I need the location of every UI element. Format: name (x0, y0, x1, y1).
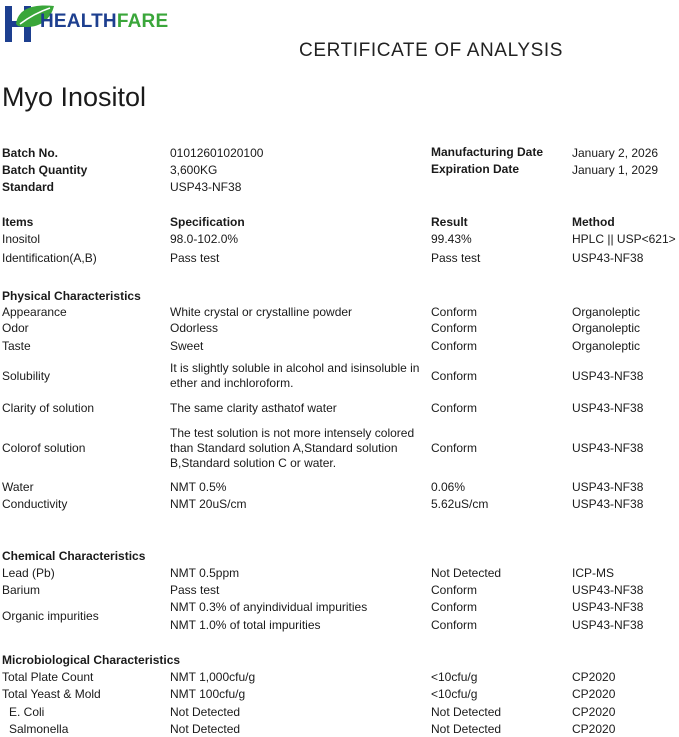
row-result: Conform (431, 600, 478, 614)
row-spec: White crystal or crystalline powder (170, 305, 353, 319)
document-title: CERTIFICATE OF ANALYSIS (299, 40, 564, 61)
row-spec: Not Detected (170, 722, 241, 736)
row-item: Inositol (2, 232, 41, 246)
row-spec: NMT 1,000cfu/g (170, 670, 256, 684)
brand-logo (4, 2, 174, 46)
row-method: USP43-NF38 (572, 401, 644, 415)
product-name: Myo Inositol (2, 82, 147, 112)
row-spec: NMT 20uS/cm (170, 497, 247, 511)
row-item: Clarity of solution (2, 401, 95, 415)
row-result: Conform (431, 441, 478, 455)
header-result: Result (431, 215, 468, 229)
row-result: Conform (431, 321, 478, 335)
row-method: CP2020 (572, 687, 616, 701)
row-spec: NMT 100cfu/g (170, 687, 246, 701)
row-spec: The same clarity asthatof water (170, 401, 337, 415)
row-spec: NMT 0.5ppm (170, 566, 240, 580)
brand-name-part2: FARE (116, 11, 169, 32)
expiration-date-label: Expiration Date (431, 162, 520, 176)
row-item: Conductivity (2, 497, 68, 511)
row-item: Solubility (2, 369, 51, 383)
row-item: Odor (2, 321, 29, 335)
row-method: Organoleptic (572, 305, 641, 319)
row-result: Not Detected (431, 566, 502, 580)
row-result: Pass test (431, 251, 481, 265)
row-method: USP43-NF38 (572, 251, 644, 265)
batch-no-label: Batch No. (2, 146, 59, 160)
chemical-section-title: Chemical Characteristics (2, 549, 146, 563)
row-item: Total Plate Count (2, 670, 94, 684)
header-method: Method (572, 215, 615, 229)
manufacturing-date-value: January 2, 2026 (572, 146, 659, 160)
row-spec: Sweet (170, 339, 204, 353)
row-method: USP43-NF38 (572, 600, 644, 614)
row-result: Conform (431, 339, 478, 353)
row-item: E. Coli (9, 705, 45, 719)
row-item: Organic impurities (2, 609, 99, 623)
batch-quantity-label: Batch Quantity (2, 163, 88, 177)
standard-label: Standard (2, 180, 55, 194)
batch-quantity-value: 3,600KG (170, 163, 218, 177)
row-spec: NMT 1.0% of total impurities (170, 618, 321, 632)
row-method: Organoleptic (572, 321, 641, 335)
row-spec: Not Detected (170, 705, 241, 719)
row-method: USP43-NF38 (572, 441, 644, 455)
row-result: <10cfu/g (431, 670, 478, 684)
row-item: Total Yeast & Mold (2, 687, 101, 701)
row-spec: Pass test (170, 251, 220, 265)
header-specification: Specification (170, 215, 245, 229)
brand-name-part1: HEALTH (40, 11, 117, 32)
row-result: Not Detected (431, 705, 502, 719)
row-item: Identification(A,B) (2, 251, 97, 265)
row-spec: Odorless (170, 321, 219, 335)
row-item: Lead (Pb) (2, 566, 55, 580)
row-method: HPLC || USP<621> (572, 232, 676, 246)
row-result: Conform (431, 401, 478, 415)
header-items: Items (2, 215, 34, 229)
row-result: 99.43% (431, 232, 472, 246)
row-result: <10cfu/g (431, 687, 478, 701)
row-spec: NMT 0.3% of anyindividual impurities (170, 600, 368, 614)
expiration-date-value: January 1, 2029 (572, 163, 659, 177)
row-method: USP43-NF38 (572, 583, 644, 597)
row-item: Barium (2, 583, 41, 597)
manufacturing-date-label: Manufacturing Date (431, 145, 544, 159)
row-item: Salmonella (9, 722, 69, 736)
row-result: Not Detected (431, 722, 502, 736)
row-result: Conform (431, 305, 478, 319)
row-result: Conform (431, 369, 478, 383)
row-spec: It is slightly soluble in alcohol and isinsoluble in ether and inchloroform. (170, 361, 420, 390)
row-method: ICP-MS (572, 566, 614, 580)
row-result: 5.62uS/cm (431, 497, 489, 511)
row-item: Taste (2, 339, 31, 353)
row-result: Conform (431, 618, 478, 632)
row-method: USP43-NF38 (572, 480, 644, 494)
physical-section-title: Physical Characteristics (2, 289, 141, 303)
row-item: Colorof solution (2, 441, 86, 455)
row-method: Organoleptic (572, 339, 641, 353)
batch-no-value: 01012601020100 (170, 146, 264, 160)
row-method: USP43-NF38 (572, 497, 644, 511)
row-method: CP2020 (572, 705, 616, 719)
standard-value: USP43-NF38 (170, 180, 242, 194)
row-result: 0.06% (431, 480, 466, 494)
row-method: USP43-NF38 (572, 369, 644, 383)
row-item: Appearance (2, 305, 67, 319)
row-result: Conform (431, 583, 478, 597)
row-spec: 98.0-102.0% (170, 232, 239, 246)
row-item: Water (2, 480, 34, 494)
row-spec: NMT 0.5% (170, 480, 227, 494)
row-spec: The test solution is not more intensely colored than Standard solution A,Standard solution B,Standard solution C or water. (170, 426, 415, 470)
row-method: CP2020 (572, 722, 616, 736)
row-spec: Pass test (170, 583, 220, 597)
brand-name (40, 11, 168, 33)
row-method: USP43-NF38 (572, 618, 644, 632)
micro-section-title: Microbiological Characteristics (2, 653, 181, 667)
row-method: CP2020 (572, 670, 616, 684)
